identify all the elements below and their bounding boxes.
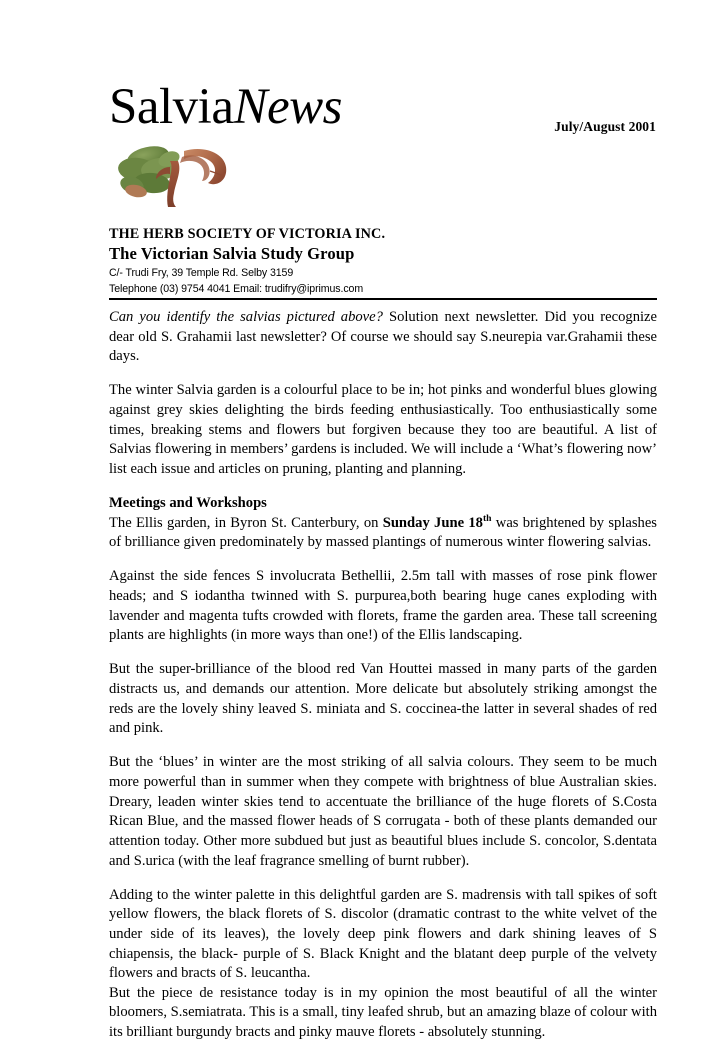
study-group-name: The Victorian Salvia Study Group [109,244,355,264]
contact-line: Telephone (03) 9754 4041 Email: trudifry@iprimus.com [109,283,364,296]
paragraph-piece-de-resistance: But the piece de resistance today is in my opinion the most beautiful of all the winter bloomers, S.semiatrata. This is a small, tiny leafed shrub, but an amazing blaze of colour with its brilliant burgundy bracts and pinky mauve florets - absolutely stunning. [109,984,657,1040]
salvia-photo-image [112,141,240,207]
intro-question: Can you identify the salvias pictured above? [109,309,383,325]
paragraph-winter-garden: The winter Salvia garden is a colourful place to be in; hot pinks and wonderful blues glowing against grey skies delighting the birds feeding enthusiastically. Too enthusiastically some times, breaking stems and flowers but forgiven because they too are beautiful. A list of Salvias flowering in members’ gardens is included. We will include a ‘What’s flowering now’ list each issue and articles on pruning, planting and planning. [109,382,657,477]
newsletter-title [109,79,343,135]
address-line: C/- Trudi Fry, 39 Temple Rd. Selby 3159 [109,267,294,280]
article-body [109,308,657,1057]
title-part-salvia: Salvia [109,79,234,135]
meeting-date-ordinal-suffix: th [482,512,492,524]
heading-meetings-and-workshops: Meetings and Workshops [109,495,267,511]
paragraph-intro [109,308,657,367]
paragraph-ellis-garden [109,514,657,553]
intro-rest: Solution next newsletter. Did you recognize dear old S. Grahamii last newsletter? Of course we should say S.neurepia var.Grahamii these days. [109,309,657,365]
masthead [109,0,657,145]
organisation-block [109,226,657,308]
title-part-news: News [233,79,343,135]
paragraph-winter-palette: Adding to the winter palette in this delightful garden are S. madrensis with tall spikes of soft yellow flowers, the black florets of S. discolor (dramatic contrast to the white velvet of the under side of its leaves), the lovely deep pink flowers and dark shining leaves of S chiapensis, the black- purple of S. Black Knight and the blatant deep purple of the velvety flowers and bracts of S. leucantha. [109,886,657,982]
paragraph-van-houttei: But the super-brilliance of the blood red Van Houttei massed in many parts of the garden distracts us, and demands our attention. More delicate but absolutely striking amongst the reds are the lovely shiny leaved S. miniata and S. coccinea-the latter in several shades of red and pink. [109,661,657,737]
ellis-before-date: The Ellis garden, in Byron St. Canterbury, on [109,514,383,531]
paragraph-blues: But the ‘blues’ in winter are the most striking of all salvia colours. They seem to be much more powerful than in summer when they compete with brightness of blue Australian skies. Dreary, leaden winter skies tend to accentuate the brilliance of the huge florets of S.Costa Rican Blue, and the massed flower heads of S corrugata - both of these plants demanded our attention today. Other more subdued but just as beautiful blues include S. concolor, S.dentata and S.urica (with the leaf fragrance smelling of burnt rubber). [109,754,657,869]
paragraph-side-fences: Against the side fences S involucrata Bethellii, 2.5m tall with masses of rose pink flower heads; and S iodantha twinned with S. purpurea,both bearing huge canes exploding with lavender and magenta tufts crowded with florets, frame the garden area. These tall screening plants are highlights (in more ways than one!) of the Ellis landscaping. [109,568,657,644]
society-name: THE HERB SOCIETY OF VICTORIA INC. [109,226,386,242]
salvia-photo [112,141,240,207]
header-divider [109,298,657,300]
page-content [109,0,657,1040]
meeting-date: Sunday June 18 [382,514,483,531]
ellis-after-date: was brightened by splashes of brilliance given predominately by massed plantings of numerous winter flowering salvias. [109,514,657,551]
issue-date: July/August 2001 [554,119,656,134]
